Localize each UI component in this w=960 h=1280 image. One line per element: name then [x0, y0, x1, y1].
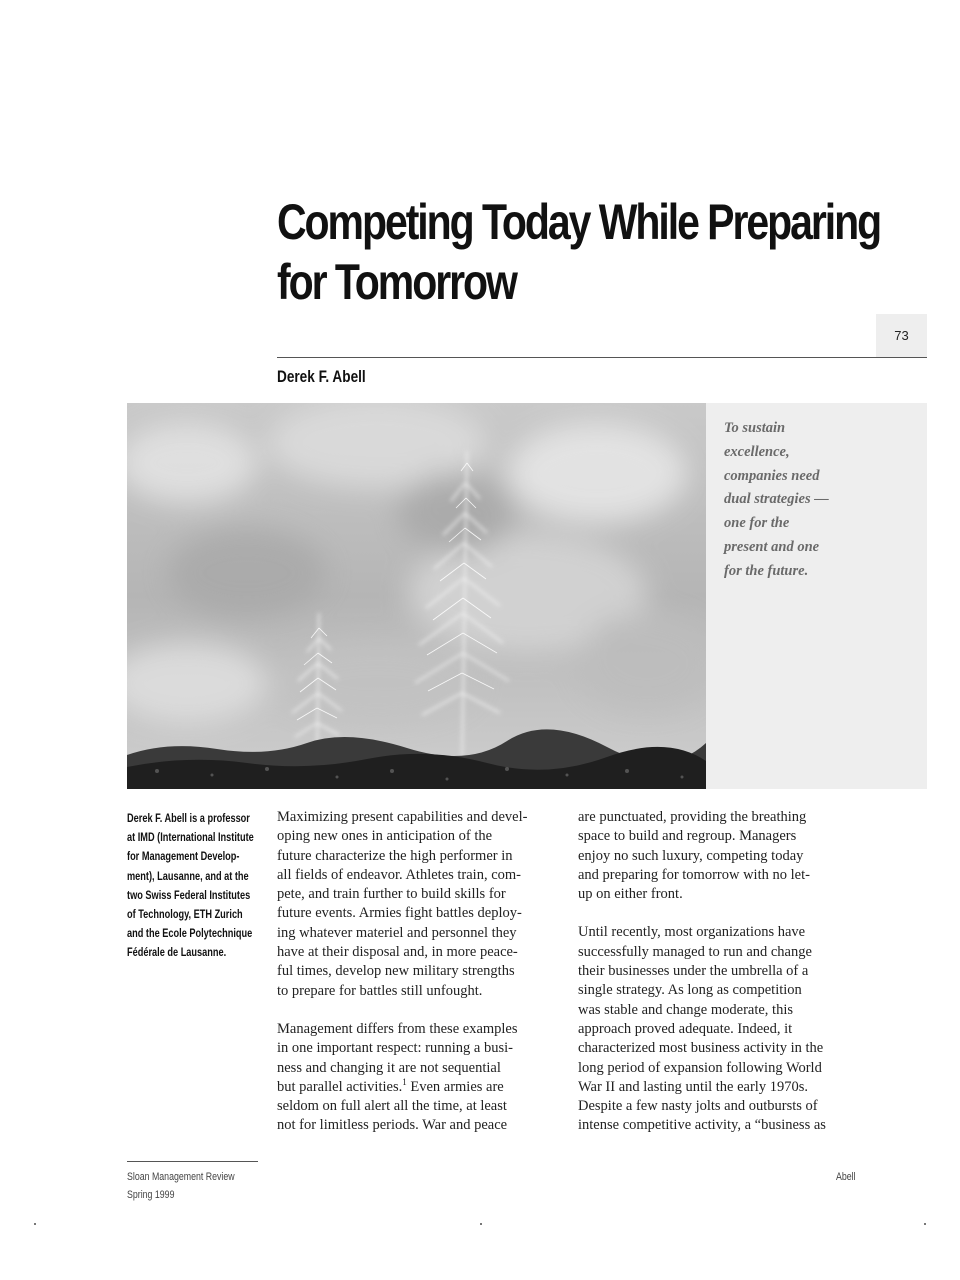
- body-line: all fields of endeavor. Athletes train, com-: [277, 866, 522, 883]
- body-line: future characterize the high performer in: [277, 847, 513, 864]
- pull-quote-line: To sustain: [724, 420, 786, 436]
- pull-quote-line: present and one: [724, 538, 820, 555]
- body-text: Even armies are: [406, 1078, 504, 1095]
- body-line: single strategy. As long as competition: [578, 982, 802, 999]
- page-number: 73: [894, 328, 909, 343]
- body-line: oping new ones in anticipation of the: [277, 828, 493, 845]
- pull-quote-line: one for the: [724, 515, 790, 532]
- body-line: and preparing for tomorrow with no let-: [578, 866, 810, 883]
- body-line: ful times, develop new military strengths: [277, 963, 515, 980]
- pull-quote-line: dual strategies —: [724, 491, 829, 508]
- body-line: in one important respect: running a busi-: [277, 1040, 513, 1057]
- body-line: intense competitive activity, a “business as: [578, 1117, 826, 1134]
- body-line: Until recently, most organizations have: [578, 924, 806, 941]
- bio-line: of Technology, ETH Zurich: [127, 909, 243, 922]
- body-column-2: [578, 808, 878, 1136]
- body-line: seldom on full alert all the time, at least: [277, 1098, 507, 1115]
- footer-rule: [127, 1161, 258, 1162]
- author-bio: [127, 810, 287, 964]
- header-rule: [277, 357, 927, 358]
- body-line: was stable and change moderate, this: [578, 1001, 794, 1018]
- journal-name: Sloan Management Review: [127, 1171, 235, 1183]
- body-line: successfully managed to run and change: [578, 943, 812, 960]
- footnote-marker: 1: [402, 1077, 407, 1088]
- body-line: up on either front.: [578, 886, 683, 903]
- tree-seedlings-image: [127, 403, 706, 789]
- pull-quote-line: for the future.: [724, 562, 809, 579]
- body-line: have at their disposal and, in more peace-: [277, 944, 518, 961]
- body-line: Despite a few nasty jolts and outbursts of: [578, 1098, 818, 1115]
- body-line-with-footnote: [277, 1078, 577, 1097]
- bio-line: Derek F. Abell is a professor: [127, 813, 250, 825]
- footer-journal: [127, 1168, 235, 1204]
- footer-running-author: Abell: [836, 1171, 856, 1183]
- body-line: are punctuated, providing the breathing: [578, 809, 807, 825]
- pull-quote-panel: [706, 403, 927, 789]
- body-column-1: [277, 808, 577, 1136]
- body-line: characterized most business activity in the: [578, 1040, 824, 1057]
- bio-line: Fédérale de Lausanne.: [127, 947, 227, 960]
- title-line: Competing Today While Preparing: [277, 194, 881, 250]
- body-line: pete, and train further to build skills for: [277, 886, 506, 903]
- body-line: Maximizing present capabilities and devel-: [277, 809, 528, 825]
- body-line: not for limitless periods. War and peace: [277, 1117, 508, 1134]
- body-line: approach proved adequate. Indeed, it: [578, 1020, 793, 1037]
- pull-quote: [724, 417, 914, 584]
- bio-line: for Management Develop-: [127, 851, 240, 864]
- journal-issue: Spring 1999: [127, 1189, 175, 1201]
- body-line: enjoy no such luxury, competing today: [578, 847, 804, 864]
- page-number-box: [876, 314, 927, 357]
- bio-line: and the Ecole Polytechnique: [127, 928, 253, 941]
- article-title: [277, 192, 881, 312]
- body-line: their businesses under the umbrella of a: [578, 963, 809, 980]
- body-line: future events. Armies fight battles deploy-: [277, 905, 522, 922]
- body-line: ing whatever materiel and personnel they: [277, 924, 517, 941]
- body-text: but parallel activities.: [277, 1078, 403, 1095]
- body-line: Management differs from these examples: [277, 1020, 518, 1037]
- body-line: to prepare for battles still unfought.: [277, 982, 483, 999]
- body-line: space to build and regroup. Managers: [578, 828, 797, 845]
- body-line: War II and lasting until the early 1970s.: [578, 1078, 808, 1095]
- scan-mark: [34, 1223, 36, 1225]
- scan-mark: [924, 1223, 926, 1225]
- title-line: for Tomorrow: [277, 254, 516, 310]
- bio-line: at IMD (International Institute: [127, 832, 254, 845]
- paragraph-gap: [578, 904, 878, 923]
- paragraph-gap: [277, 1001, 577, 1020]
- hero-photo: [127, 403, 706, 789]
- pull-quote-line: companies need: [724, 467, 820, 484]
- body-line: long period of expansion following World: [578, 1059, 822, 1076]
- author-byline: Derek F. Abell: [277, 367, 366, 386]
- body-line: ness and changing it are not sequential: [277, 1059, 501, 1076]
- scan-mark: [480, 1223, 482, 1225]
- bio-line: ment), Lausanne, and at the: [127, 870, 249, 883]
- pull-quote-line: excellence,: [724, 443, 790, 460]
- bio-line: two Swiss Federal Institutes: [127, 889, 251, 902]
